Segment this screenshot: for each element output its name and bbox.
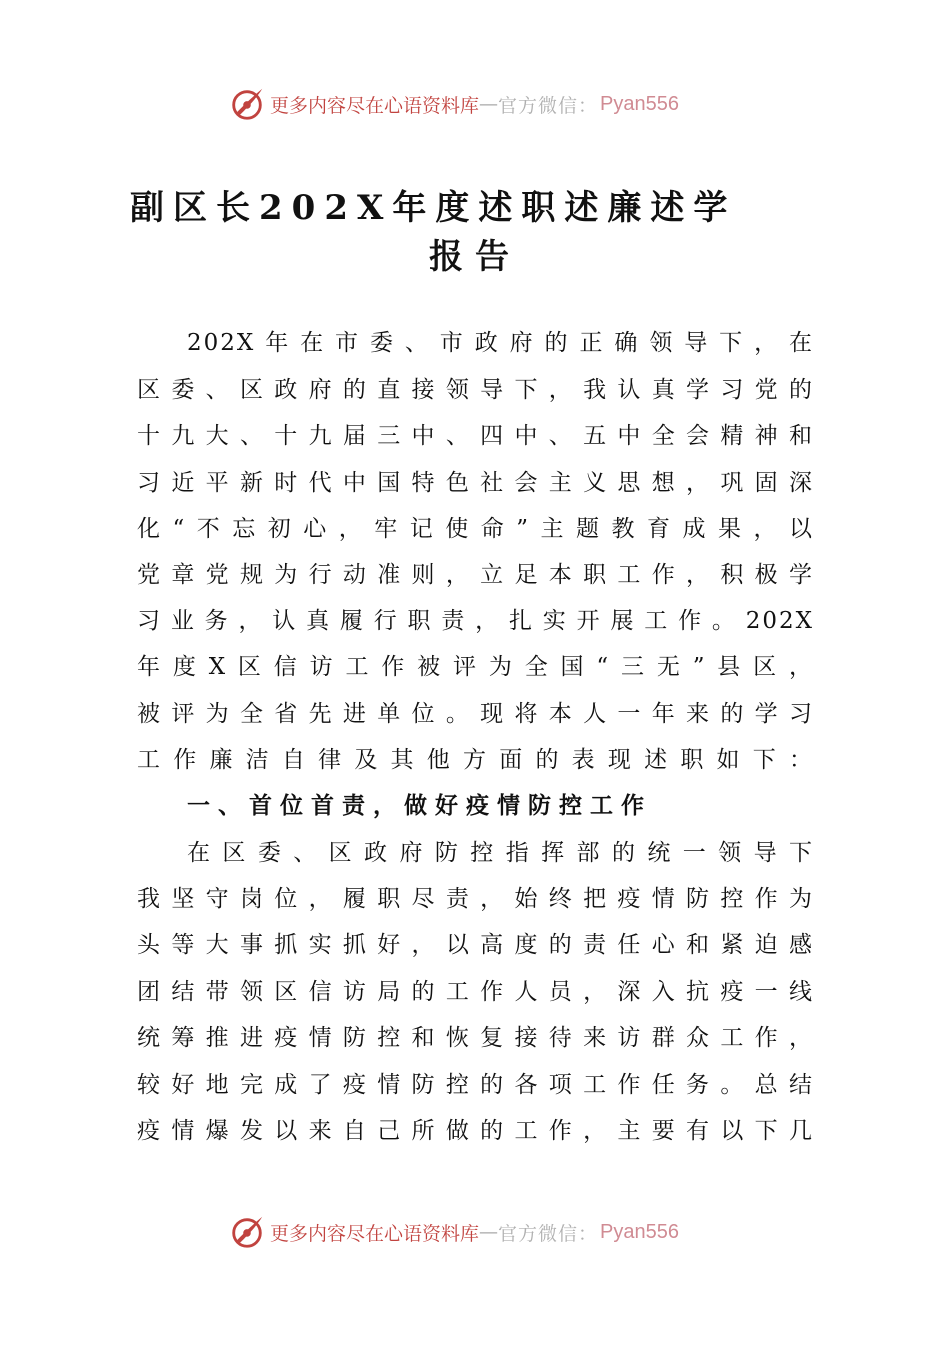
quill-seal-icon [228,1213,266,1251]
paragraph-line: 工作廉洁自律及其他方面的表现述职如下： [137,747,814,773]
paragraph-line: 团结带领区信访局的工作人员，深入抗疫一线 [137,979,814,1005]
paragraph-line: 习近平新时代中国特色社会主义思想，巩固深 [137,470,814,496]
paragraph-line: 被评为全省先进单位。现将本人一年来的学习 [137,701,814,727]
watermark-wechat-id: Pyan556 [600,92,679,115]
watermark-text: 更多内容尽在心语资料库 [270,1222,480,1245]
section-heading: 一、首位首责，做好疫情防控工作 [187,793,652,819]
paragraph-line: 习业务，认真履行职责，扎实开展工作。202X [137,608,814,634]
quill-seal-icon [228,85,266,123]
header-watermark [228,84,748,124]
paragraph-line: 在区委、区政府防控指挥部的统一领导下 [187,840,814,866]
watermark-official-label: 官方微信： [498,1222,599,1245]
watermark-dash: — [479,93,499,115]
paragraph-line: 头等大事抓实抓好，以高度的责任心和紧迫感 [137,932,814,958]
paragraph-line: 较好地完成了疫情防控的各项工作任务。总结 [137,1072,814,1098]
watermark-dash: — [479,1221,499,1243]
paragraph-line: 年度X区信访工作被评为全国“三无”县区， [137,654,814,680]
watermark-text: 更多内容尽在心语资料库 [270,94,480,117]
paragraph-line: 统筹推进疫情防控和恢复接待来访群众工作， [137,1025,814,1051]
paragraph-line: 202X年在市委、市政府的正确领导下，在 [187,330,814,356]
paragraph-line: 党章党规为行动准则，立足本职工作，积极学 [137,562,814,588]
document-title-line2: 报告 [429,237,521,277]
paragraph-line: 区委、区政府的直接领导下，我认真学习党的 [137,377,814,403]
watermark-official-label: 官方微信： [498,94,599,117]
paragraph-line: 我坚守岗位，履职尽责，始终把疫情防控作为 [137,886,814,912]
footer-watermark [228,1212,748,1252]
paragraph-line: 疫情爆发以来自己所做的工作，主要有以下几 [137,1118,814,1144]
paragraph-line: 化“不忘初心，牢记使命”主题教育成果，以 [137,516,814,542]
paragraph-line: 十九大、十九届三中、四中、五中全会精神和 [137,423,814,449]
watermark-wechat-id: Pyan556 [600,1220,679,1243]
document-title-line1: 副区长202X年度述职述廉述学 [130,188,737,228]
